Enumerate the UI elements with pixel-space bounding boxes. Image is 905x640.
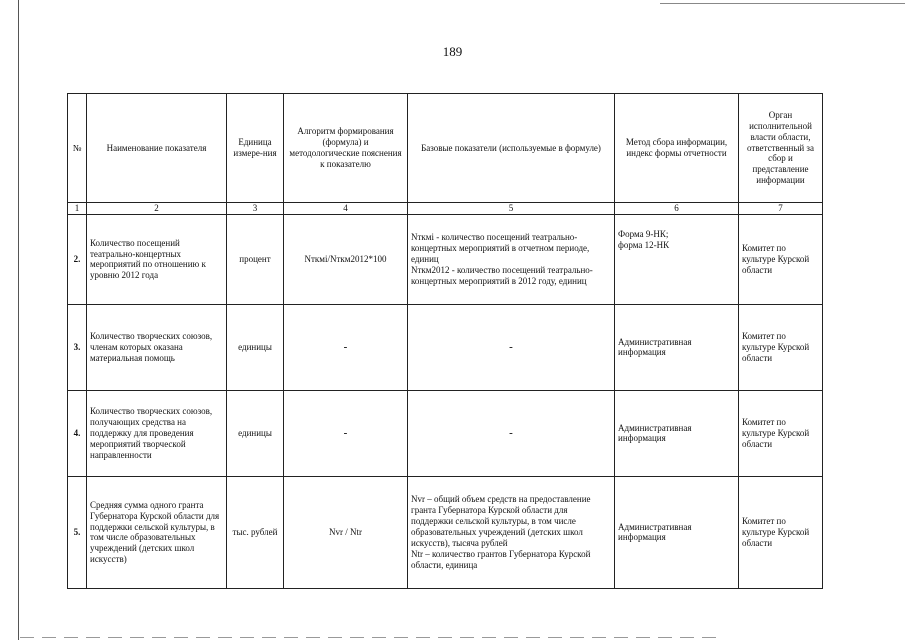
formula: - — [284, 304, 408, 390]
scan-artifact-top — [660, 3, 905, 4]
responsible-authority: Комитет по культуре Курской области — [739, 304, 823, 390]
table-row — [68, 214, 823, 304]
table-row — [68, 476, 823, 588]
scan-artifact-bottom — [20, 637, 720, 638]
header-authority: Орган исполнительной власти области, ответственный за сбор и представление информации — [739, 94, 823, 203]
indicator-name: Количество посещений театрально-концертных мероприятий по отношению к уровню 2012 года — [87, 214, 227, 304]
column-number: 7 — [739, 203, 823, 215]
page-number: 189 — [442, 44, 463, 59]
base-indicators: Nткмi - количество посещений театрально-концертных мероприятий в отчетном периоде, единиц Nткм2012 - количество посещений театрально-концертных мероприятий в 2012 году, единиц — [408, 214, 615, 304]
collection-method: Административная информация — [615, 304, 739, 390]
row-number: 5. — [68, 476, 87, 588]
responsible-authority: Комитет по культуре Курской области — [739, 476, 823, 588]
column-number: 6 — [615, 203, 739, 215]
scan-artifact-left-edge — [18, 0, 19, 640]
header-formula: Алгоритм формирования (формула) и методологические пояснения к показателю — [284, 94, 408, 203]
column-number-row — [68, 203, 823, 215]
header-indicator-name: Наименование показателя — [87, 94, 227, 203]
collection-method: Административная информация — [615, 476, 739, 588]
indicator-name: Количество творческих союзов, получающих средства на поддержку для проведения мероприятий творческой направленности — [87, 390, 227, 476]
column-number: 4 — [284, 203, 408, 215]
row-number: 2. — [68, 214, 87, 304]
table-row — [68, 304, 823, 390]
collection-method: Административная информация — [615, 390, 739, 476]
base-indicators: - — [408, 390, 615, 476]
responsible-authority: Комитет по культуре Курской области — [739, 214, 823, 304]
indicator-name: Средняя сумма одного гранта Губернатора Курской области для поддержки сельской культуры, в том числе образовательных учреждений (детских школ искусств) — [87, 476, 227, 588]
header-base-indicators: Базовые показатели (используемые в формуле) — [408, 94, 615, 203]
column-number: 5 — [408, 203, 615, 215]
row-number: 3. — [68, 304, 87, 390]
row-number: 4. — [68, 390, 87, 476]
table-header-row — [68, 94, 823, 203]
indicators-table — [67, 93, 823, 589]
table-row — [68, 390, 823, 476]
unit: тыс. рублей — [227, 476, 284, 588]
base-indicators: - — [408, 304, 615, 390]
unit: единицы — [227, 390, 284, 476]
unit: процент — [227, 214, 284, 304]
column-number: 1 — [68, 203, 87, 215]
indicator-name: Количество творческих союзов, членам которых оказана материальная помощь — [87, 304, 227, 390]
base-indicators: Nvr – общий объем средств на предоставление гранта Губернатора Курской области для поддержки сельской культуры, в том числе образовательных учреждений (детских школ искусств), тысяча рублей Ntr – количество грантов Губернатора Курской области, единица — [408, 476, 615, 588]
responsible-authority: Комитет по культуре Курской области — [739, 390, 823, 476]
header-collection-method: Метод сбора информации, индекс формы отчетности — [615, 94, 739, 203]
formula: Nvr / Ntr — [284, 476, 408, 588]
collection-method: Форма 9-НК; форма 12-НК — [615, 214, 739, 304]
header-number: № — [68, 94, 87, 203]
formula: - — [284, 390, 408, 476]
formula: Nткмi/Nткм2012*100 — [284, 214, 408, 304]
column-number: 2 — [87, 203, 227, 215]
header-unit: Единица измере-ния — [227, 94, 284, 203]
unit: единицы — [227, 304, 284, 390]
column-number: 3 — [227, 203, 284, 215]
